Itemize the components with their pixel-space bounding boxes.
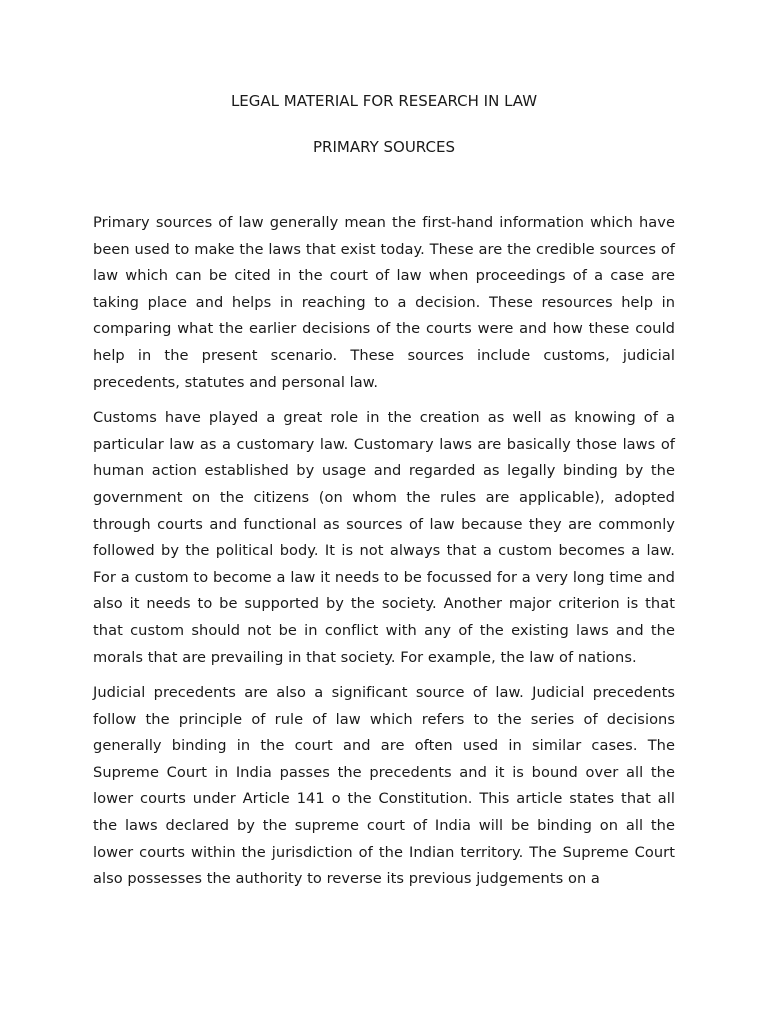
paragraph-judicial-precedents: Judicial precedents are also a significant source of law. Judicial precedents follow the principle of rule of law which refers to the series of decisions generally binding in the court and are often used in similar cases. The Supreme Court in India passes the precedents and it is bound over all the lower courts under Article 141 o the Constitution. This article states that all the laws declared by the supreme court of India will be binding on all the lower courts within the jurisdiction of the Indian territory. The Supreme Court also possesses the authority to reverse its previous judgements on a: [93, 684, 675, 888]
paragraph-primary-sources: Primary sources of law generally mean the first-hand information which have been used to make the laws that exist today. These are the credible sources of law which can be cited in the court of law when proceedings of a case are taking place and helps in reaching to a decision. These resources help in comparing what the earlier decisions of the courts were and how these could help in the present scenario. These sources include customs, judicial precedents, statutes and personal law.: [93, 214, 675, 391]
document-body: [93, 210, 675, 893]
paragraph-customs: Customs have played a great role in the creation as well as knowing of a particular law as a customary law. Customary laws are basically those laws of human action established by usage and regarded as legally binding by the government on the citizens (on whom the rules are applicable), adopted through courts and functional as sources of law because they are commonly followed by the political body. It is not always that a custom becomes a law. For a custom to become a law it needs to be focussed for a very long time and also it needs to be supported by the society. Another major criterion is that that custom should not be in conflict with any of the existing laws and the morals that are prevailing in that society. For example, the law of nations.: [93, 409, 675, 666]
document-title: LEGAL MATERIAL FOR RESEARCH IN LAW: [230, 92, 538, 110]
section-heading: PRIMARY SOURCES: [313, 138, 455, 156]
